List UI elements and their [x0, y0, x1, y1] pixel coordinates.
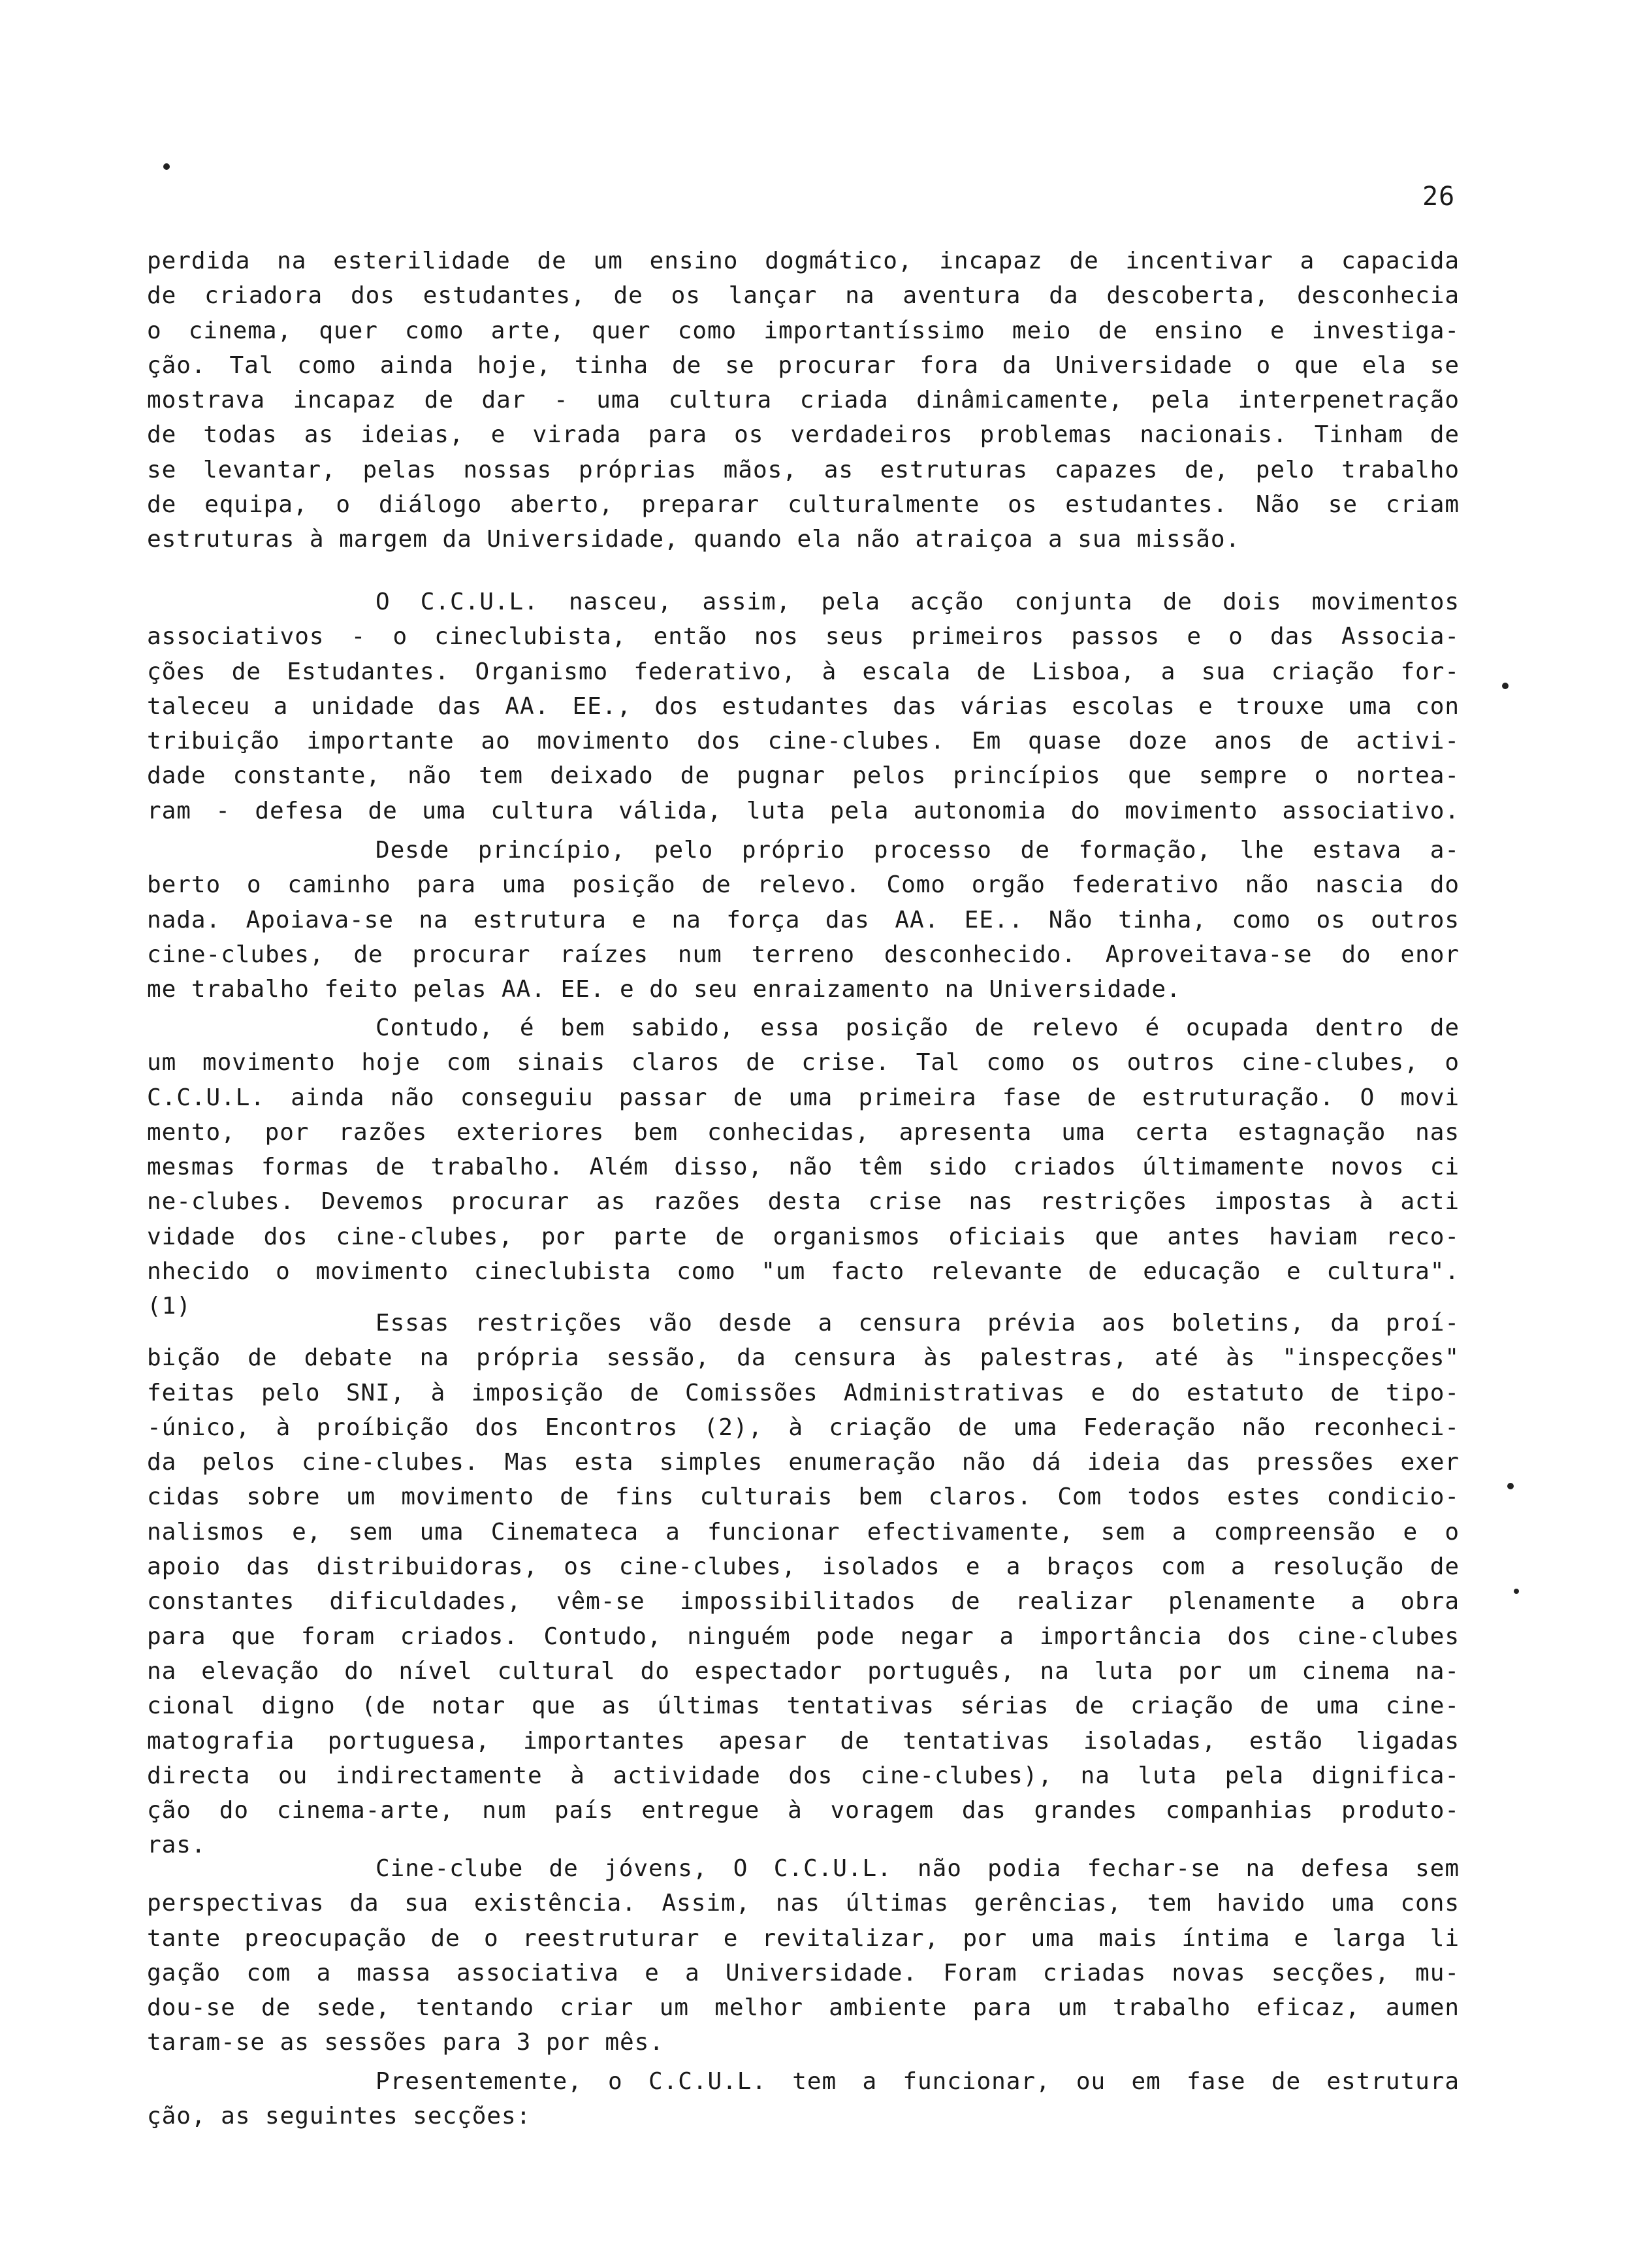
- text-line: (1): [147, 1293, 191, 1320]
- text-line: me trabalho feito pelas AA. EE. e do seu enraizamento na Universidade.: [147, 976, 1181, 1003]
- text-line: estruturas à margem da Universidade, quando ela não atraiçoa a sua missão.: [147, 526, 1241, 553]
- text-line: vidade dos cine-clubes, por parte de organismos oficiais que antes haviam reco-: [147, 1223, 1460, 1250]
- text-line: taram-se as sessões para 3 por mês.: [147, 2029, 664, 2056]
- text-line: berto o caminho para uma posição de relevo. Como orgão federativo não nascia do: [147, 871, 1460, 899]
- text-line: da pelos cine-clubes. Mas esta simples enumeração não dá ideia das pressões exer: [147, 1449, 1460, 1476]
- paragraph-3: [147, 833, 1460, 1007]
- text-line: -único, à proíbição dos Encontros (2), à criação de uma Federação não reconheci-: [147, 1414, 1460, 1441]
- text-line: directa ou indirectamente à actividade dos cine-clubes), na luta pela dignifica-: [147, 1762, 1460, 1789]
- text-line: de todas as ideias, e virada para os verdadeiros problemas nacionais. Tinham de: [147, 421, 1460, 449]
- text-line: nada. Apoiava-se na estrutura e na força das AA. EE.. Não tinha, como os outros: [147, 906, 1460, 933]
- text-line: ções de Estudantes. Organismo federativo, à escala de Lisboa, a sua criação for-: [147, 658, 1460, 685]
- text-line: mostrava incapaz de dar - uma cultura criada dinâmicamente, pela interpenetração: [147, 387, 1460, 414]
- text-line: Cine-clube de jóvens, O C.C.U.L. não podia fechar-se na defesa sem: [376, 1855, 1460, 1882]
- text-line: Contudo, é bem sabido, essa posição de relevo é ocupada dentro de: [376, 1014, 1460, 1041]
- paragraph-7: [147, 2064, 1460, 2134]
- text-line: ras.: [147, 1832, 206, 1859]
- page-number: 26: [1422, 182, 1456, 212]
- text-line: cine-clubes, de procurar raízes num terreno desconhecido. Aproveitava-se do enor: [147, 941, 1460, 968]
- text-line: mento, por razões exteriores bem conhecidas, apresenta uma certa estagnação nas: [147, 1118, 1460, 1146]
- text-line: Desde princípio, pelo próprio processo de formação, lhe estava a-: [376, 837, 1460, 864]
- ink-speck: [1514, 1589, 1519, 1594]
- text-line: perspectivas da sua existência. Assim, nas últimas gerências, tem havido uma cons: [147, 1890, 1460, 1917]
- text-line: associativos - o cineclubista, então nos seus primeiros passos e o das Associa-: [147, 623, 1460, 651]
- text-line: ção do cinema-arte, num país entregue à voragem das grandes companhias produto-: [147, 1797, 1460, 1824]
- text-line: Essas restrições vão desde a censura prévia aos boletins, da proí-: [376, 1310, 1460, 1336]
- ink-speck: [1507, 1483, 1514, 1489]
- text-line: ne-clubes. Devemos procurar as razões desta crise nas restrições impostas à acti: [147, 1188, 1460, 1216]
- text-line: Presentemente, o C.C.U.L. tem a funcionar, ou em fase de estrutura: [376, 2068, 1460, 2095]
- text-line: dou-se de sede, tentando criar um melhor ambiente para um trabalho eficaz, aumen: [147, 1994, 1460, 2022]
- text-line: de equipa, o diálogo aberto, preparar culturalmente os estudantes. Não se criam: [147, 491, 1460, 519]
- text-line: C.C.U.L. ainda não conseguiu passar de uma primeira fase de estruturação. O movi: [147, 1084, 1460, 1111]
- text-line: dade constante, não tem deixado de pugnar pelos princípios que sempre o nortea-: [147, 762, 1460, 790]
- text-line: ção. Tal como ainda hoje, tinha de se procurar fora da Universidade o que ela se: [147, 351, 1460, 379]
- paragraph-4: [147, 1011, 1460, 1324]
- paragraph-5: [147, 1306, 1460, 1863]
- text-line: nalismos e, sem uma Cinemateca a funcionar efectivamente, sem a compreensão e o: [147, 1518, 1460, 1546]
- text-line: feitas pelo SNI, à imposição de Comissões Administrativas e do estatuto de tipo-: [147, 1379, 1460, 1406]
- text-line: um movimento hoje com sinais claros de crise. Tal como os outros cine-clubes, o: [147, 1049, 1460, 1077]
- ink-speck: [163, 163, 170, 170]
- text-line: para que foram criados. Contudo, ninguém pode negar a importância dos cine-clubes: [147, 1623, 1460, 1650]
- text-line: apoio das distribuidoras, os cine-clubes, isolados e a braços com a resolução de: [147, 1553, 1460, 1581]
- text-line: cidas sobre um movimento de fins culturais bem claros. Com todos estes condicio-: [147, 1483, 1460, 1511]
- text-line: taleceu a unidade das AA. EE., dos estudantes das várias escolas e trouxe uma con: [147, 692, 1460, 720]
- text-line: perdida na esterilidade de um ensino dogmático, incapaz de incentivar a capacida: [147, 248, 1460, 274]
- text-line: tante preocupação de o reestruturar e revitalizar, por uma mais íntima e larga li: [147, 1924, 1460, 1952]
- text-line: o cinema, quer como arte, quer como importantíssimo meio de ensino e investiga-: [147, 317, 1460, 344]
- text-line: gação com a massa associativa e a Universidade. Foram criadas novas secções, mu-: [147, 1959, 1460, 1986]
- text-line: ram - defesa de uma cultura válida, luta pela autonomia do movimento associativo.: [147, 797, 1460, 824]
- text-line: se levantar, pelas nossas próprias mãos, as estruturas capazes de, pelo trabalho: [147, 456, 1460, 483]
- paragraph-1: [147, 244, 1460, 557]
- text-line: de criadora dos estudantes, de os lançar na aventura da descoberta, desconhecia: [147, 282, 1460, 310]
- text-line: tribuição importante ao movimento dos cine-clubes. Em quase doze anos de activi-: [147, 728, 1460, 755]
- paragraph-2: [147, 585, 1460, 828]
- ink-speck: [1502, 683, 1509, 689]
- text-line: constantes dificuldades, vêm-se impossibilitados de realizar plenamente a obra: [147, 1588, 1460, 1615]
- paragraph-6: [147, 1851, 1460, 2060]
- text-line: O C.C.U.L. nasceu, assim, pela acção conjunta de dois movimentos: [376, 589, 1460, 615]
- text-line: cional digno (de notar que as últimas tentativas sérias de criação de uma cine-: [147, 1693, 1460, 1720]
- text-line: nhecido o movimento cineclubista como "um facto relevante de educação e cultura".: [147, 1258, 1460, 1286]
- text-line: mesmas formas de trabalho. Além disso, não têm sido criados últimamente novos ci: [147, 1154, 1460, 1181]
- text-line: matografia portuguesa, importantes apesar de tentativas isoladas, estão ligadas: [147, 1727, 1460, 1755]
- text-line: bição de debate na própria sessão, da censura às palestras, até às "inspecções": [147, 1344, 1460, 1372]
- text-line: ção, as seguintes secções:: [147, 2103, 532, 2130]
- text-line: na elevação do nível cultural do espectador português, na luta por um cinema na-: [147, 1657, 1460, 1685]
